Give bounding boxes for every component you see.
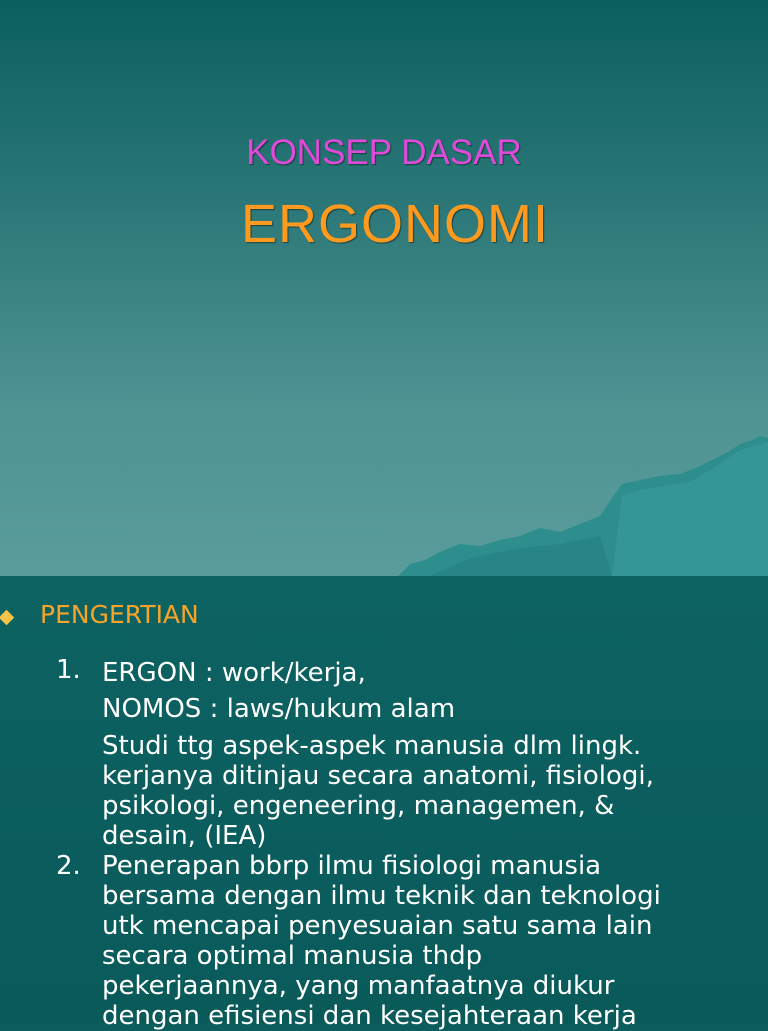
mountain-silhouette: [0, 436, 768, 576]
paragraph-line: desain, (IEA): [102, 821, 267, 851]
paragraph-line: bersama dengan ilmu teknik dan teknologi: [102, 881, 661, 911]
paragraph-line: Penerapan bbrp ilmu fisiologi manusia: [102, 851, 602, 881]
list-line: NOMOS : laws/hukum alam: [102, 694, 456, 724]
list-paragraph: [102, 851, 768, 1031]
paragraph-line: secara optimal manusia thdp: [102, 941, 483, 971]
slide-subtitle: KONSEP DASAR: [246, 133, 522, 172]
numbered-list: [0, 655, 768, 1031]
paragraph-line: pekerjaannya, yang manfaatnya diukur: [102, 971, 615, 1001]
paragraph-line: dengan efisiensi dan kesejahteraan kerja: [102, 1001, 637, 1031]
list-item: [0, 655, 768, 851]
list-paragraph: [102, 727, 768, 851]
paragraph-line: kerjanya ditinjau secara anatomi, fisiologi,: [102, 761, 654, 791]
section-heading: PENGERTIAN: [40, 600, 199, 629]
list-item: [0, 851, 768, 1031]
paragraph-line: Studi ttg aspek-aspek manusia dlm lingk.: [102, 731, 642, 761]
paragraph-line: utk mencapai penyesuaian satu sama lain: [102, 911, 653, 941]
slide-title: ERGONOMI: [240, 194, 549, 254]
list-number: 2.: [56, 851, 81, 881]
list-number: 1.: [56, 655, 81, 685]
list-line: ERGON : work/kerja,: [102, 658, 366, 688]
paragraph-line: psikologi, engeneering, managemen, &: [102, 791, 615, 821]
